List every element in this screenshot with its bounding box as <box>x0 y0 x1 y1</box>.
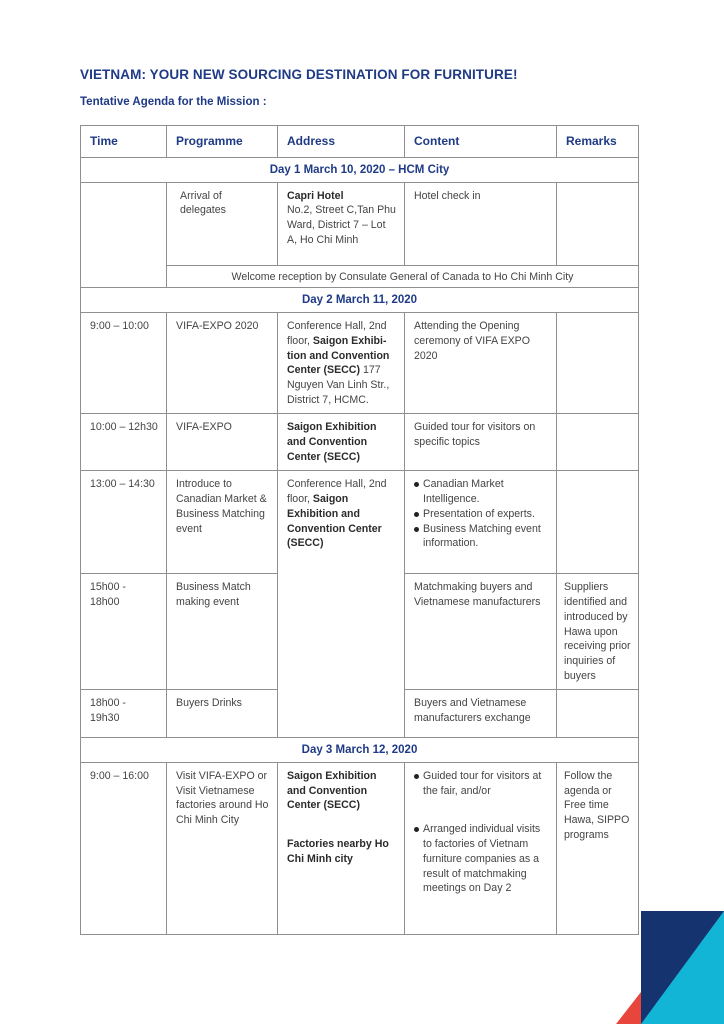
day3-heading: Day 3 March 12, 2020 <box>81 738 639 763</box>
day3-address-factories: Factories nearby Ho Chi Minh city <box>287 838 389 865</box>
day2-row3-address <box>278 471 405 738</box>
table-header-row <box>81 126 639 158</box>
day3-address-secc: Saigon Exhibition and Convention Center (SECC) <box>287 770 377 812</box>
day1-content: Hotel check in <box>405 182 557 265</box>
header-remarks: Remarks <box>557 126 639 158</box>
day2-row3-content <box>405 471 557 574</box>
list-item: Presentation of experts. <box>414 507 548 522</box>
day2-row3-remarks <box>557 471 639 574</box>
day2-row1-remarks <box>557 313 639 414</box>
day2-row3-content-list <box>414 477 548 551</box>
day2-row1-content: Attending the Opening ceremony of VIFA EXPO 2020 <box>405 313 557 414</box>
day2-row5-time: 18h00 - 19h30 <box>81 690 167 738</box>
day3-row1-programme: Visit VIFA-EXPO or Visit Vietnamese factories around Ho Chi Minh City <box>167 763 278 935</box>
day2-row2-time: 10:00 – 12h30 <box>81 414 167 471</box>
corner-cyan-triangle <box>641 911 724 1024</box>
day2-row3-address-venue: Saigon Exhibition and Convention Center (SECC) <box>287 493 382 550</box>
day2-row4-time: 15h00 - 18h00 <box>81 574 167 690</box>
table-row <box>81 414 639 471</box>
day2-row5-remarks <box>557 690 639 738</box>
day1-welcome: Welcome reception by Consulate General of Canada to Ho Chi Minh City <box>167 265 639 288</box>
day1-programme: Arrival of delegates <box>167 182 278 265</box>
day2-row5-content: Buyers and Vietnamese manufacturers exchange <box>405 690 557 738</box>
day-heading-row <box>81 288 639 313</box>
day1-address <box>278 182 405 265</box>
day2-row1-time: 9:00 – 10:00 <box>81 313 167 414</box>
day2-row4-programme: Business Match making event <box>167 574 278 690</box>
spacer <box>414 798 548 822</box>
list-item: Arranged individual visits to factories of Vietnam furniture companies as a result of matchmaking meetings on Day 2 <box>414 822 548 896</box>
header-address: Address <box>278 126 405 158</box>
day1-address-details: No.2, Street C,Tan Phu Ward, District 7 – Lot A, Ho Chi Minh <box>287 204 396 246</box>
day2-row2-address: Saigon Exhibition and Convention Center (SECC) <box>278 414 405 471</box>
day2-row2-programme: VIFA-EXPO <box>167 414 278 471</box>
day2-row3-programme: Introduce to Canadian Market & Business Matching event <box>167 471 278 574</box>
day2-row4-content: Matchmaking buyers and Vietnamese manufacturers <box>405 574 557 690</box>
table-row <box>81 313 639 414</box>
day2-row2-content: Guided tour for visitors on specific topics <box>405 414 557 471</box>
header-programme: Programme <box>167 126 278 158</box>
spacer <box>287 813 396 837</box>
day2-row3-address-pre: Conference Hall, 2nd floor, <box>287 478 387 506</box>
day2-row1-address <box>278 313 405 414</box>
day2-row1-address-pre: Conference Hall, 2nd floor, <box>287 320 387 347</box>
table-row <box>81 763 639 935</box>
corner-red-triangle <box>616 992 641 1024</box>
day-heading-row <box>81 738 639 763</box>
day1-heading: Day 1 March 10, 2020 – HCM City <box>81 158 639 183</box>
list-item: Guided tour for visitors at the fair, and/or <box>414 769 548 798</box>
day1-remarks <box>557 182 639 265</box>
day1-time-cell <box>81 182 167 288</box>
header-content: Content <box>405 126 557 158</box>
day3-row1-remarks: Follow the agenda or Free time Hawa, SIPPO programs <box>557 763 639 935</box>
day2-row1-programme: VIFA-EXPO 2020 <box>167 313 278 414</box>
agenda-table <box>80 125 639 935</box>
day3-row1-time: 9:00 – 16:00 <box>81 763 167 935</box>
table-row <box>81 182 639 265</box>
day2-row1-address-post: 177 Nguyen Van Linh Str., District 7, HCMC. <box>287 364 390 406</box>
header-time: Time <box>81 126 167 158</box>
day3-row1-address <box>278 763 405 935</box>
day2-row3-time: 13:00 – 14:30 <box>81 471 167 574</box>
corner-navy-block <box>641 911 724 1024</box>
day2-heading: Day 2 March 11, 2020 <box>81 288 639 313</box>
day3-row1-content <box>405 763 557 935</box>
document-title: VIETNAM: YOUR NEW SOURCING DESTINATION FOR FURNITURE! <box>80 67 518 82</box>
day2-row2-remarks <box>557 414 639 471</box>
day2-row5-programme: Buyers Drinks <box>167 690 278 738</box>
list-item: Business Matching event information. <box>414 522 548 551</box>
list-item: Canadian Market Intelligence. <box>414 477 548 506</box>
day2-row4-remarks: Suppliers identified and introduced by Hawa upon receiving prior inquiries of buyers <box>557 574 639 690</box>
day2-row1-address-venue: Saigon Exhibi-tion and Convention Center (SECC) <box>287 334 390 377</box>
day1-address-venue: Capri Hotel <box>287 189 344 202</box>
day-heading-row <box>81 158 639 183</box>
agenda-subtitle: Tentative Agenda for the Mission : <box>80 96 267 108</box>
table-row <box>81 471 639 574</box>
